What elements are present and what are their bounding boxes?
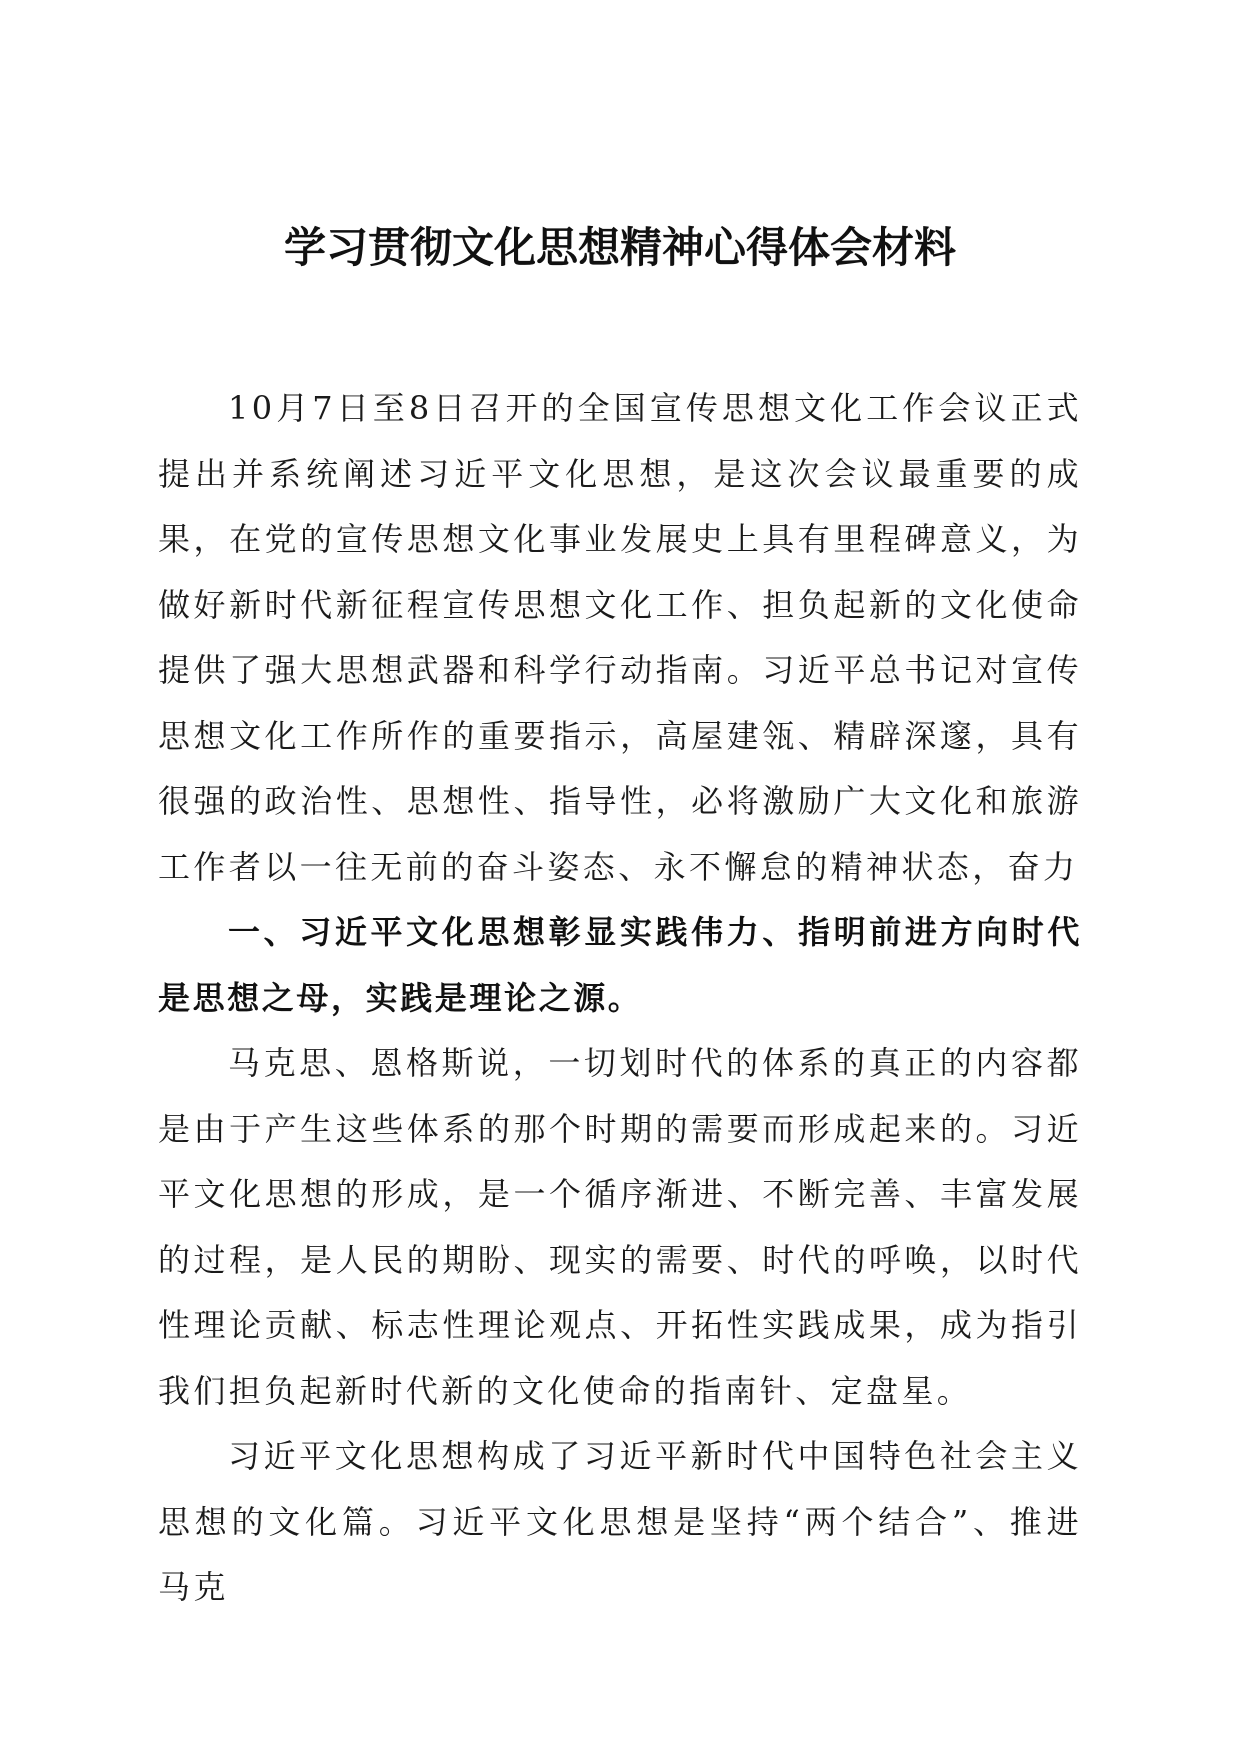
document-body <box>158 376 1082 1621</box>
section-heading-1: 一、习近平文化思想彰显实践伟力、指明前进方向时代是思想之母，实践是理论之源。 <box>158 913 1082 1017</box>
paragraph-intro: 10月7日至8日召开的全国宣传思想文化工作会议正式提出并系统阐述习近平文化思想，是这次会议最重要的成果，在党的宣传思想文化事业发展史上具有里程碑意义，为做好新时代新征程宣传思想文化工作、担负起新的文化使命提供了强大思想武器和科学行动指南。习近平总书记对宣传思想文化工作所作的重要指示，高屋建瓴、精辟深邃，具有很强的政治性、思想性、指导性，必将激励广大文化和旅游工作者以一往无前的奋斗姿态、永不懈怠的精神状态，奋力 <box>158 389 1082 886</box>
document-title: 学习贯彻文化思想精神心得体会材料 <box>283 223 956 272</box>
paragraph-marx-engels: 马克思、恩格斯说，一切划时代的体系的真正的内容都是由于产生这些体系的那个时期的需要而形成起来的。习近平文化思想的形成，是一个循序渐进、不断完善、丰富发展的过程，是人民的期盼、现实的需要、时代的呼唤，以时代性理论贡献、标志性理论观点、开拓性实践成果，成为指引我们担负起新时代新的文化使命的指南针、定盘星。 <box>158 1044 1082 1410</box>
paragraph-culture-chapter: 习近平文化思想构成了习近平新时代中国特色社会主义思想的文化篇。习近平文化思想是坚持“两个结合”、推进马克 <box>158 1437 1082 1606</box>
